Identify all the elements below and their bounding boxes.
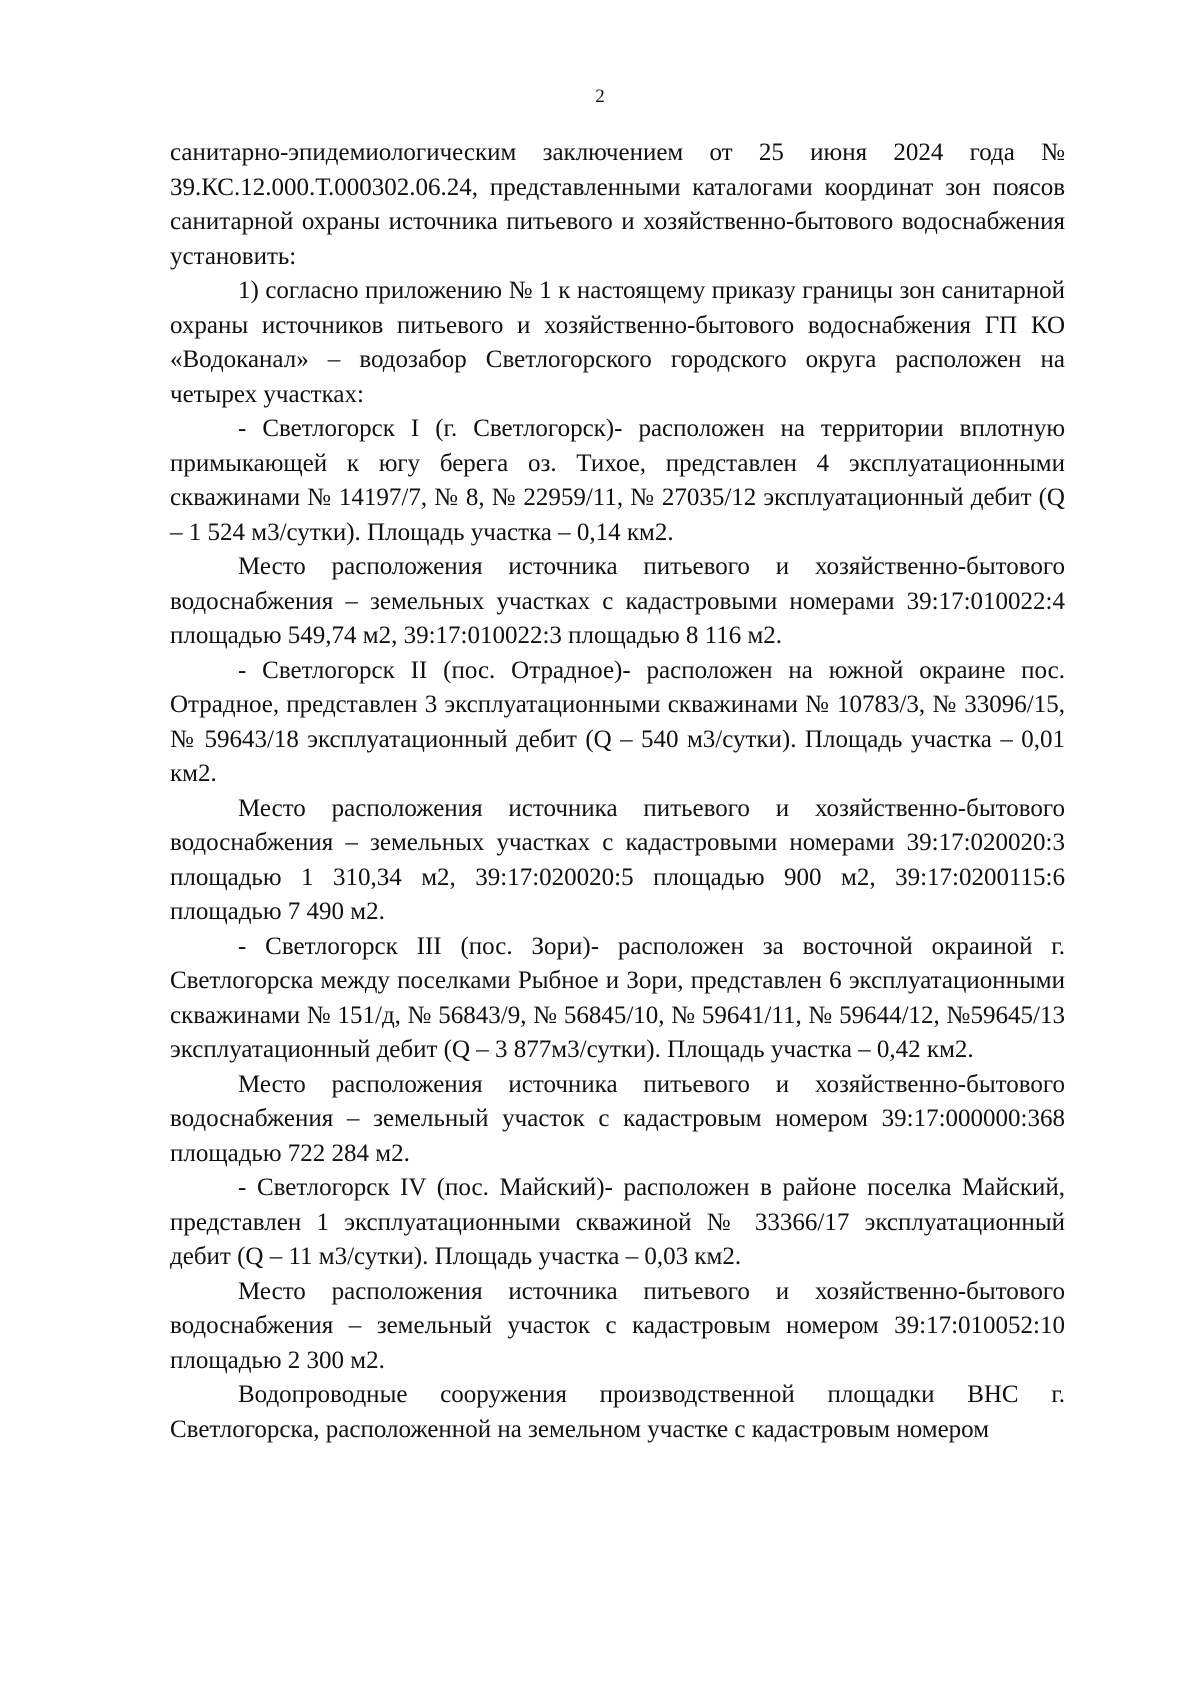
paragraph-location-3: Место расположения источника питьевого и хозяйственно-бытового водоснабжения – земельный участок с кадастровым номером 39:17:000000:368 площадью 722 284 м2.	[170, 1070, 1065, 1167]
page-number: 2	[595, 86, 605, 107]
paragraph-svetlogorsk-3: - Светлогорск III (пос. Зори)- расположен за восточной окраиной г. Светлогорска между поселками Рыбное и Зори, представлен 6 эксплуатационными скважинами № 151/д, № 56843/9, № 56845/10, № 59641/11, № 59644/12, №59645/13 эксплуатационный дебит (Q – 3 877м3/сутки). Площадь участка – 0,42 км2.	[170, 932, 1065, 1063]
paragraph-item-1: 1) согласно приложению № 1 к настоящему приказу границы зон санитарной охраны источников питьевого и хозяйственно-бытового водоснабжения ГП КО «Водоканал» – водозабор Светлогорского городского округа расположен на четырех участках:	[170, 277, 1065, 408]
paragraph-svetlogorsk-2: - Светлогорск II (пос. Отрадное)- расположен на южной окраине пос. Отрадное, представлен 3 эксплуатационными скважинами № 10783/3, № 33096/15, № 59643/18 эксплуатационный дебит (Q – 540 м3/сутки). Площадь участка – 0,01 км2.	[170, 656, 1065, 787]
paragraph-location-4: Место расположения источника питьевого и хозяйственно-бытового водоснабжения – земельный участок с кадастровым номером 39:17:010052:10 площадью 2 300 м2.	[170, 1277, 1065, 1374]
paragraph-svetlogorsk-4: - Светлогорск IV (пос. Майский)- расположен в районе поселка Майский, представлен 1 эксплуатационными скважиной № 33366/17 эксплуатационный дебит (Q – 11 м3/сутки). Площадь участка – 0,03 км2.	[170, 1174, 1065, 1270]
paragraph-water-facilities: Водопроводные сооружения производственной площадки ВНС г. Светлогорска, расположенной на земельном участке с кадастровым номером	[170, 1381, 1065, 1443]
paragraph-continuation: санитарно-эпидемиологическим заключением от 25 июня 2024 года № 39.КС.12.000.Т.000302.06.24, представленными каталогами координат зон поясов санитарной охраны источника питьевого и хозяйственно-бытового водоснабжения установить:	[170, 139, 1065, 270]
document-body	[170, 136, 1065, 1447]
paragraph-svetlogorsk-1: - Светлогорск I (г. Светлогорск)- расположен на территории вплотную примыкающей к югу берега оз. Тихое, представлен 4 эксплуатационными скважинами № 14197/7, № 8, № 22959/11, № 27035/12 эксплуатационный дебит (Q – 1 524 м3/сутки). Площадь участка – 0,14 км2.	[170, 415, 1065, 546]
paragraph-location-2: Место расположения источника питьевого и хозяйственно-бытового водоснабжения – земельных участках с кадастровыми номерами 39:17:020020:3 площадью 1 310,34 м2, 39:17:020020:5 площадью 900 м2, 39:17:0200115:6 площадью 7 490 м2.	[170, 794, 1065, 925]
paragraph-location-1: Место расположения источника питьевого и хозяйственно-бытового водоснабжения – земельных участках с кадастровыми номерами 39:17:010022:4 площадью 549,74 м2, 39:17:010022:3 площадью 8 116 м2.	[170, 553, 1065, 649]
